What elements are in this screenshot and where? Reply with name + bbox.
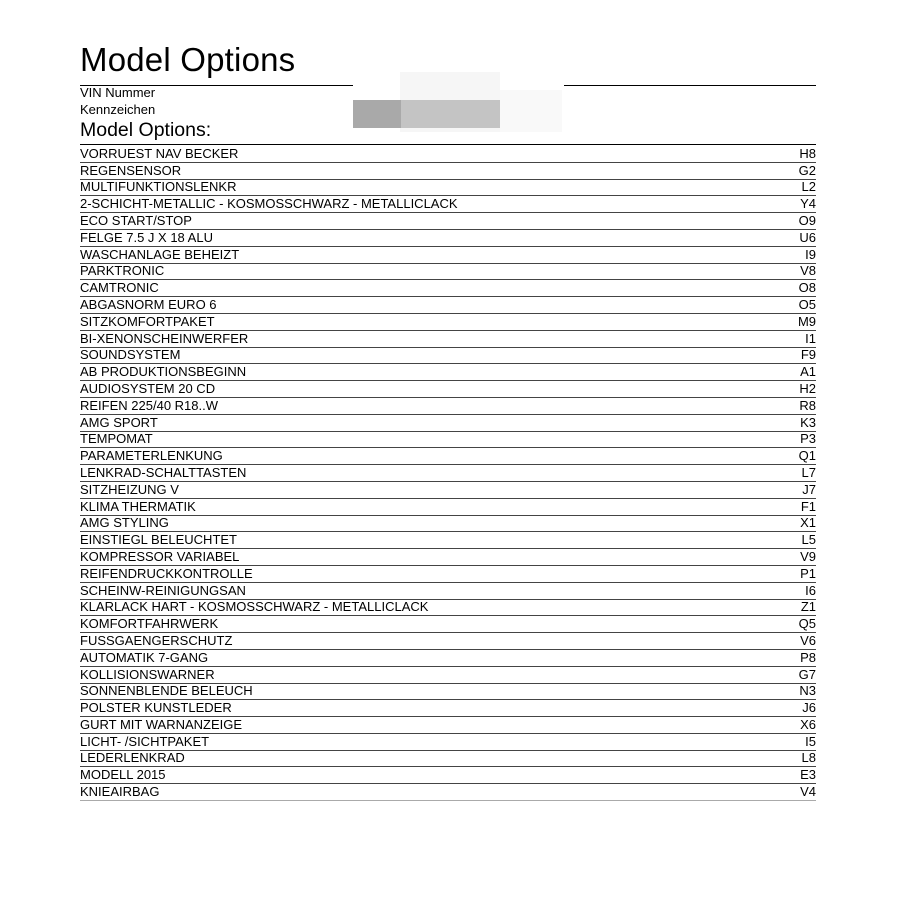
option-code: V9 xyxy=(800,548,816,564)
option-row xyxy=(80,415,816,432)
option-code: R8 xyxy=(799,397,816,413)
option-code: O9 xyxy=(798,212,816,228)
option-name: MULTIFUNKTIONSLENKR xyxy=(80,179,237,195)
option-row xyxy=(80,213,816,230)
option-code: L2 xyxy=(801,179,816,195)
option-row xyxy=(80,280,816,297)
option-code: L8 xyxy=(801,750,816,766)
option-name: AUDIOSYSTEM 20 CD xyxy=(80,380,216,396)
option-code: J7 xyxy=(802,481,816,497)
option-row xyxy=(80,230,816,247)
option-row xyxy=(80,247,816,264)
option-name: PARAMETERLENKUNG xyxy=(80,448,223,464)
option-row xyxy=(80,448,816,465)
option-code: J6 xyxy=(802,700,816,716)
option-code: I1 xyxy=(805,330,816,346)
redaction-faint-block-2 xyxy=(500,90,562,132)
option-row xyxy=(80,784,816,801)
option-name: SOUNDSYSTEM xyxy=(80,347,181,363)
option-row xyxy=(80,196,816,213)
option-code: P3 xyxy=(800,431,816,447)
option-name: POLSTER KUNSTLEDER xyxy=(80,700,232,716)
option-code: Q1 xyxy=(798,448,816,464)
option-code: Q5 xyxy=(798,616,816,632)
option-row xyxy=(80,549,816,566)
redaction-block-plate xyxy=(401,100,500,128)
option-name: AUTOMATIK 7-GANG xyxy=(80,649,209,665)
option-row xyxy=(80,751,816,768)
option-code: V4 xyxy=(800,784,816,800)
option-row xyxy=(80,331,816,348)
option-code: L5 xyxy=(801,532,816,548)
option-row xyxy=(80,532,816,549)
option-code: Z1 xyxy=(800,599,816,615)
option-name: REGENSENSOR xyxy=(80,162,182,178)
option-code: P1 xyxy=(800,565,816,581)
option-name: KOMFORTFAHRWERK xyxy=(80,616,219,632)
option-code: K3 xyxy=(800,414,816,430)
option-name: LENKRAD-SCHALTTASTEN xyxy=(80,464,247,480)
option-name: MODELL 2015 xyxy=(80,767,166,783)
option-row xyxy=(80,314,816,331)
option-code: O5 xyxy=(798,296,816,312)
option-row xyxy=(80,516,816,533)
document-title: Model Options xyxy=(80,41,296,78)
header-rule-right xyxy=(564,85,816,86)
option-code: M9 xyxy=(797,313,816,329)
option-name: PARKTRONIC xyxy=(80,263,165,279)
option-name: FUSSGAENGERSCHUTZ xyxy=(80,632,233,648)
option-name: AB PRODUKTIONSBEGINN xyxy=(80,364,247,380)
redaction-block-vin xyxy=(353,100,401,128)
option-name: CAMTRONIC xyxy=(80,280,159,296)
option-row xyxy=(80,163,816,180)
option-name: GURT MIT WARNANZEIGE xyxy=(80,716,243,732)
option-row xyxy=(80,146,816,163)
option-row xyxy=(80,482,816,499)
option-name: KLARLACK HART - KOSMOSSCHWARZ - METALLICLACK xyxy=(80,599,429,615)
option-row xyxy=(80,381,816,398)
option-name: KLIMA THERMATIK xyxy=(80,498,196,514)
option-name: REIFEN 225/40 R18..W xyxy=(80,397,218,413)
option-code: I9 xyxy=(805,246,816,262)
option-code: P8 xyxy=(800,649,816,665)
option-row xyxy=(80,734,816,751)
option-name: LEDERLENKRAD xyxy=(80,750,185,766)
option-code: F1 xyxy=(800,498,816,514)
option-name: REIFENDRUCKKONTROLLE xyxy=(80,565,253,581)
vin-label: VIN Nummer xyxy=(80,85,156,100)
option-code: X1 xyxy=(800,515,816,531)
option-name: SITZKOMFORTPAKET xyxy=(80,313,215,329)
option-name: VORRUEST NAV BECKER xyxy=(80,145,239,161)
option-code: V8 xyxy=(800,263,816,279)
option-code: H2 xyxy=(799,380,816,396)
option-code: H8 xyxy=(799,145,816,161)
option-name: KOLLISIONSWARNER xyxy=(80,666,215,682)
option-row xyxy=(80,633,816,650)
option-row xyxy=(80,700,816,717)
option-code: L7 xyxy=(801,464,816,480)
option-code: O8 xyxy=(798,280,816,296)
option-row xyxy=(80,264,816,281)
option-name: AMG SPORT xyxy=(80,414,158,430)
option-name: TEMPOMAT xyxy=(80,431,153,447)
option-code: F9 xyxy=(800,347,816,363)
plate-label: Kennzeichen xyxy=(80,102,156,117)
option-code: V6 xyxy=(800,632,816,648)
option-row xyxy=(80,180,816,197)
option-row xyxy=(80,767,816,784)
option-row xyxy=(80,566,816,583)
option-row xyxy=(80,684,816,701)
option-row xyxy=(80,600,816,617)
option-row xyxy=(80,667,816,684)
option-code: U6 xyxy=(799,229,816,245)
option-code: N3 xyxy=(799,683,816,699)
option-name: KNIEAIRBAG xyxy=(80,784,160,800)
option-code: E3 xyxy=(800,767,816,783)
option-name: SITZHEIZUNG V xyxy=(80,481,179,497)
option-name: FELGE 7.5 J X 18 ALU xyxy=(80,229,213,245)
option-code: I6 xyxy=(805,582,816,598)
document-page xyxy=(80,40,816,800)
option-name: BI-XENONSCHEINWERFER xyxy=(80,330,249,346)
option-code: G2 xyxy=(798,162,816,178)
option-code: G7 xyxy=(798,666,816,682)
options-list xyxy=(80,146,816,801)
section-heading: Model Options: xyxy=(80,119,212,141)
option-row xyxy=(80,398,816,415)
option-row xyxy=(80,348,816,365)
option-name: 2-SCHICHT-METALLIC - KOSMOSSCHWARZ - METALLICLACK xyxy=(80,196,458,212)
option-name: WASCHANLAGE BEHEIZT xyxy=(80,246,240,262)
option-row xyxy=(80,432,816,449)
option-name: SONNENBLENDE BELEUCH xyxy=(80,683,253,699)
option-row xyxy=(80,499,816,516)
option-name: SCHEINW-REINIGUNGSAN xyxy=(80,582,246,598)
option-code: I5 xyxy=(805,733,816,749)
option-row xyxy=(80,616,816,633)
section-rule xyxy=(80,144,816,145)
option-name: EINSTIEGL BELEUCHTET xyxy=(80,532,237,548)
option-code: X6 xyxy=(800,716,816,732)
option-name: LICHT- /SICHTPAKET xyxy=(80,733,210,749)
option-name: ABGASNORM EURO 6 xyxy=(80,296,217,312)
option-code: Y4 xyxy=(800,196,816,212)
option-name: ECO START/STOP xyxy=(80,212,192,228)
option-row xyxy=(80,717,816,734)
option-row xyxy=(80,583,816,600)
option-row xyxy=(80,297,816,314)
option-name: KOMPRESSOR VARIABEL xyxy=(80,548,240,564)
option-row xyxy=(80,650,816,667)
option-code: A1 xyxy=(800,364,816,380)
option-row xyxy=(80,465,816,482)
option-name: AMG STYLING xyxy=(80,515,169,531)
option-row xyxy=(80,364,816,381)
